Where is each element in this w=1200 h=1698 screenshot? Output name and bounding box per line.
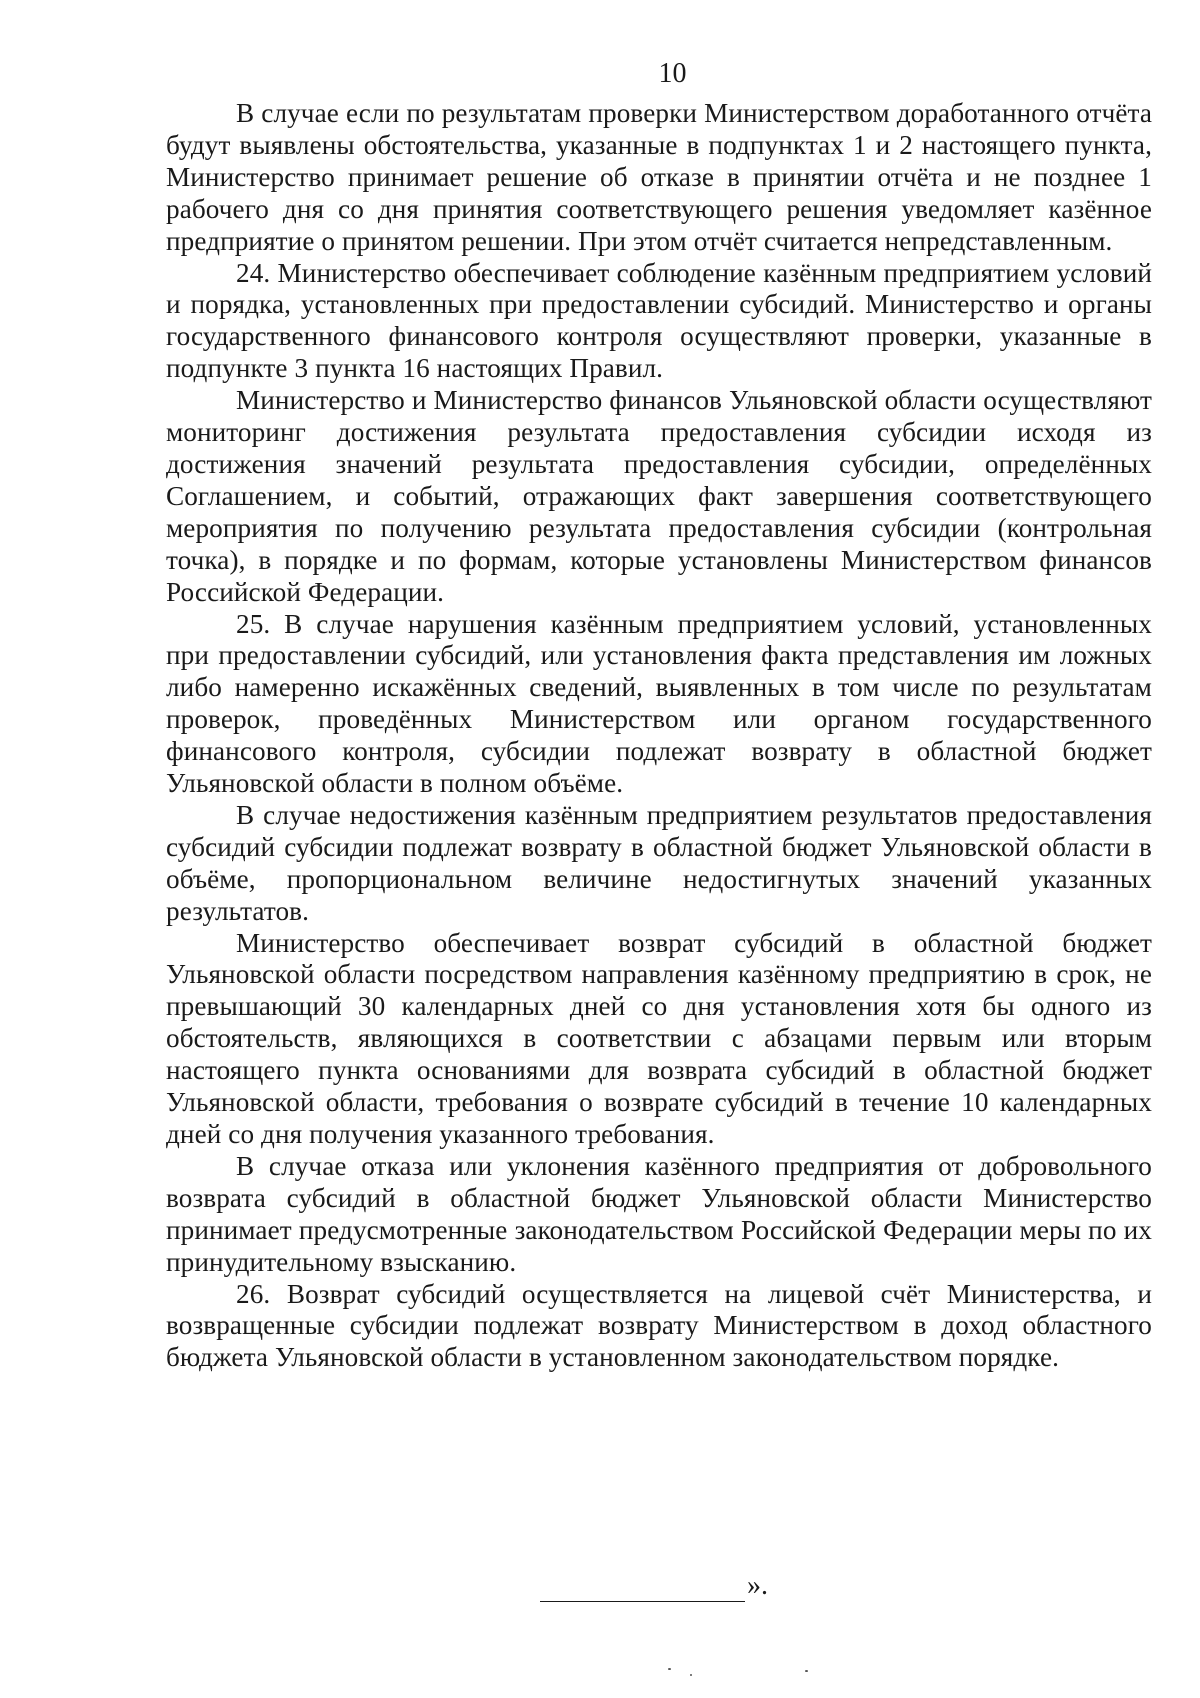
document-body: [166, 98, 1152, 1374]
paragraph-refusal-to-return: В случае отказа или уклонения казённого предприятия от добровольного возврата субсидий в областной бюджет Ульяновской области Министерство принимает предусмотренные законодательством Российской Федерации меры по их принудительному взысканию.: [166, 1150, 1152, 1277]
page-number: 10: [658, 58, 687, 89]
closing-quote: ».: [747, 1570, 768, 1601]
scan-speck: [668, 1668, 671, 1670]
scan-speck: [690, 1674, 692, 1676]
paragraph-report-rejection: В случае если по результатам проверки Министерством доработанного отчёта будут выявлены обстоятельства, указанные в подпунктах 1 и 2 настоящего пункта, Министерство принимает решение об отказе в принятии отчёта и не позднее 1 рабочего дня со дня принятия соответствующего решения уведомляет казённое предприятие о принятом решении. При этом отчёт считается непредставленным.: [166, 98, 1152, 256]
closing-mark: [540, 1570, 768, 1602]
paragraph-item-24: 24. Министерство обеспечивает соблюдение казённым предприятием условий и порядка, установленных при предоставлении субсидий. Министерство и органы государственного финансового контроля осуществляют проверки, указанные в подпункте 3 пункта 16 настоящих Правил.: [166, 257, 1152, 384]
closing-underline: [540, 1579, 745, 1602]
paragraph-non-achievement: В случае недостижения казённым предприятием результатов предоставления субсидий субсидии подлежат возврату в областной бюджет Ульяновской области в объёме, пропорциональном величине недостигнутых значений указанных результатов.: [166, 799, 1152, 926]
scan-speck: [805, 1670, 808, 1672]
paragraph-item-25: 25. В случае нарушения казённым предприятием условий, установленных при предоставлении субсидий, или установления факта представления им ложных либо намеренно искажённых сведений, выявленных в том числе по результатам проверок, проведённых Министерством или органом государственного финансового контроля, субсидии подлежат возврату в областной бюджет Ульяновской области в полном объёме.: [166, 608, 1152, 799]
paragraph-monitoring: Министерство и Министерство финансов Ульяновской области осуществляют мониторинг достижения результата предоставления субсидии исходя из достижения значений результата предоставления субсидии, определённых Соглашением, и событий, отражающих факт завершения соответствующего мероприятия по получению результата предоставления субсидии (контрольная точка), в порядке и по формам, которые установлены Министерством финансов Российской Федерации.: [166, 385, 1152, 607]
paragraph-item-26: 26. Возврат субсидий осуществляется на лицевой счёт Министерства, и возвращенные субсидии подлежат возврату Министерством в доход областного бюджета Ульяновской области в установленном законодательством порядке.: [166, 1278, 1152, 1373]
paragraph-return-procedure: Министерство обеспечивает возврат субсидий в областной бюджет Ульяновской области посредством направления казённому предприятию в срок, не превышающий 30 календарных дней со дня установления хотя бы одного из обстоятельств, являющихся в соответствии с абзацами первым или вторым настоящего пункта основаниями для возврата субсидий в областной бюджет Ульяновской области, требования о возврате субсидий в течение 10 календарных дней со дня получения указанного требования.: [166, 927, 1152, 1149]
